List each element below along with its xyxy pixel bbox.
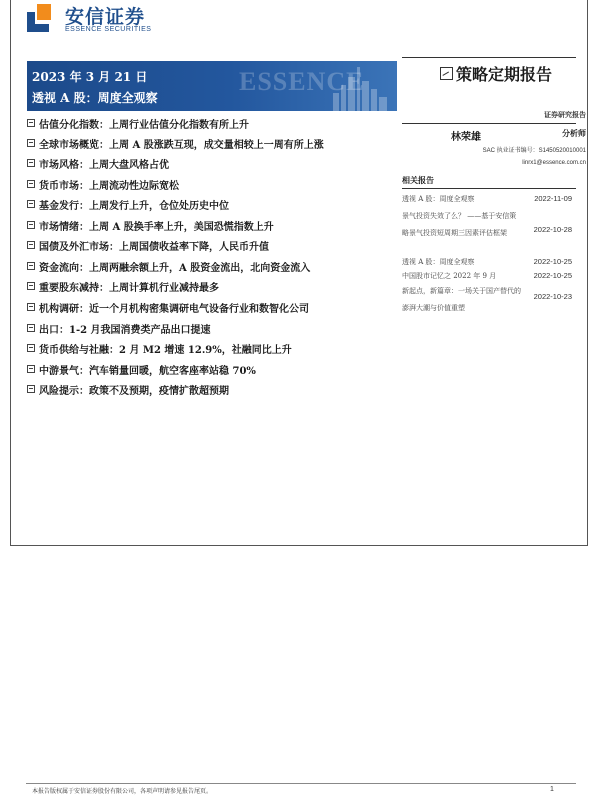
related-report-date: 2022-10-23 [533, 292, 572, 301]
related-report-title: 新起点，新篇章：一场关于国产替代的澎湃大潮与价值重塑 [402, 287, 521, 312]
page-number: 1 [550, 786, 554, 793]
skyline-icon [331, 67, 391, 111]
summary-bullet: 市场情绪：上周 A 股换手率上升，美国恐慌指数上升 [27, 218, 274, 236]
report-subtype: 证券研究报告 [544, 110, 586, 119]
bullet-box-icon [27, 241, 35, 249]
logo-mark-icon [27, 4, 55, 32]
bullet-box-icon [27, 365, 35, 373]
summary-bullet: 风险提示：政策不及预期，疫情扩散超预期 [27, 382, 229, 400]
bullet-box-icon [27, 303, 35, 311]
related-report-title: 景气投资失效了么？ ——基于安信策略景气投资短周期三因素评估框架 [402, 212, 517, 237]
bullet-box-icon [27, 200, 35, 208]
banner-watermark: ESSENCE [239, 67, 365, 96]
summary-bullet: 出口：1-2 月我国消费类产品出口提速 [27, 321, 211, 339]
report-date: 2023 年 3 月 21 日 [32, 70, 148, 84]
summary-bullet: 估值分化指数：上周行业估值分化指数有所上升 [27, 116, 249, 134]
related-report-date: 2022-11-09 [534, 194, 572, 203]
footer-rule [26, 783, 576, 784]
analyst-rule [402, 123, 576, 124]
bullet-box-icon [27, 221, 35, 229]
analyst-cert: SAC 执业证书编号：S1450520010001 [482, 148, 586, 154]
report-type [440, 62, 552, 85]
summary-bullet: 货币供给与社融：2 月 M2 增速 12.9%，社融同比上升 [27, 341, 292, 359]
related-report-date: 2022-10-28 [533, 225, 572, 234]
bullet-box-icon [27, 282, 35, 290]
analyst-name: 林荣雄 [451, 132, 481, 143]
company-logo [27, 2, 167, 42]
summary-bullet: 重要股东减持：上周计算机行业减持最多 [27, 279, 219, 297]
bullet-box-icon [27, 119, 35, 127]
bullet-box-icon [27, 159, 35, 167]
bullet-box-icon [27, 324, 35, 332]
summary-bullet: 机构调研：近一个月机构密集调研电气设备行业和数智化公司 [27, 300, 309, 318]
summary-bullet: 中游景气：汽车销量回暖，航空客座率站稳 70% [27, 362, 256, 380]
related-report-item[interactable] [402, 283, 576, 319]
summary-bullet: 市场风格：上周大盘风格占优 [27, 156, 169, 174]
logo-chinese-name: 安信证券 [65, 6, 146, 28]
summary-bullet: 货币市场：上周流动性边际宽松 [27, 177, 179, 195]
related-report-date: 2022-10-25 [533, 257, 572, 266]
related-report-title: 中国股市记忆之 2022 年 9 月 [402, 272, 497, 280]
summary-bullet: 全球市场概览：上周 A 股涨跌互现，成交量相较上一周有所上涨 [27, 136, 324, 154]
related-rule [402, 188, 576, 189]
footer-disclaimer: 本报告版权属于安信证券股份有限公司，各项声明请参见报告尾页。 [32, 788, 213, 795]
summary-bullet: 国债及外汇市场：上周国债收益率下降，人民币升值 [27, 238, 269, 256]
related-report-title: 透视 A 股：周度全观察 [402, 258, 475, 266]
analyst-role: 分析师 [562, 128, 586, 138]
header-rule [402, 57, 576, 58]
summary-bullet: 资金流向：上周两融余额上升，A 股资金流出，北向资金流入 [27, 259, 310, 277]
bullet-box-icon [27, 139, 35, 147]
report-type-label: 策略定期报告 [456, 65, 553, 84]
analyst-email[interactable]: linrx1@essence.com.cn [522, 160, 586, 166]
bullet-box-icon [27, 262, 35, 270]
summary-bullet: 基金发行：上周发行上升，仓位处历史中位 [27, 197, 229, 215]
logo-english-name: ESSENCE SECURITIES [65, 26, 152, 33]
report-title: 透视 A 股：周度全观察 [32, 91, 158, 105]
bullet-box-icon [27, 385, 35, 393]
bullet-box-icon [27, 180, 35, 188]
related-report-date: 2022-10-25 [533, 271, 572, 280]
title-banner [27, 61, 397, 111]
related-report-title: 透视 A 股：周度全观察 [402, 195, 475, 203]
related-report-item[interactable] [402, 208, 576, 258]
bullet-box-icon [27, 344, 35, 352]
related-reports-heading: 相关报告 [402, 175, 434, 185]
chart-icon [440, 67, 453, 80]
